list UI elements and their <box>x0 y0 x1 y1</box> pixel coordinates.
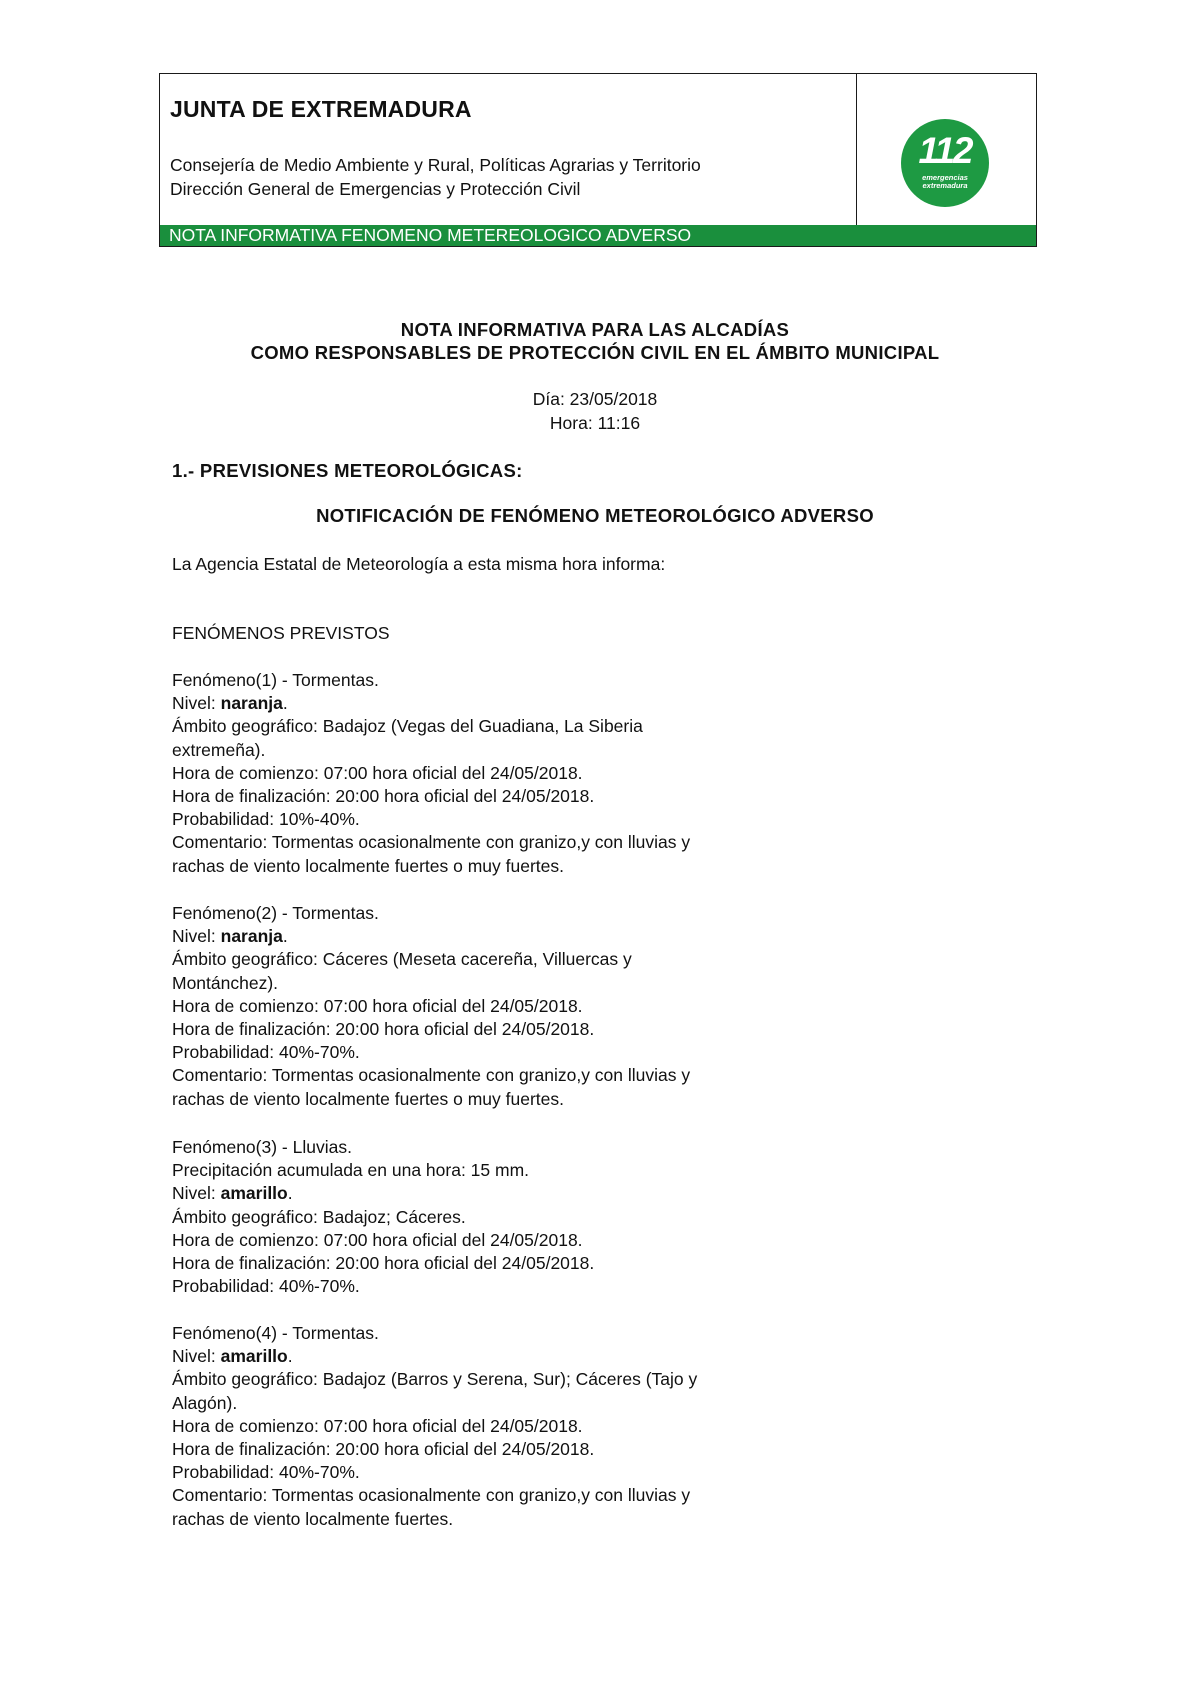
phenomenon-level: Nivel: amarillo. <box>172 1346 293 1367</box>
org-title: JUNTA DE EXTREMADURA <box>170 96 472 122</box>
phenomenon-name: Fenómeno(4) - Tormentas. <box>172 1323 379 1343</box>
phenomenon-probability: Probabilidad: 10%-40%. <box>172 809 360 830</box>
level-label: Nivel: <box>172 926 221 947</box>
phenomenon-comment-cont: rachas de viento localmente fuertes o muy fuertes. <box>172 1088 565 1109</box>
section-heading: 1.- PREVISIONES METEOROLÓGICAS: <box>172 460 523 481</box>
phenomenon-start: Hora de comienzo: 07:00 hora oficial del 24/05/2018. <box>172 1229 583 1250</box>
level-label: Nivel: <box>172 1346 221 1367</box>
header-banner: NOTA INFORMATIVA FENOMENO METEREOLOGICO ADVERSO <box>160 225 1036 246</box>
logo-subtitle-1: emergencias <box>922 173 968 182</box>
logo-number: 112 <box>918 130 972 171</box>
phenomenon-comment: Comentario: Tormentas ocasionalmente con granizo,y con lluvias y <box>172 1065 691 1086</box>
phenomenon-2 <box>172 902 690 1111</box>
logo-subtitle-2: extremadura <box>922 181 968 190</box>
document-time: Hora: 11:16 <box>549 413 641 433</box>
phenomenon-start: Hora de comienzo: 07:00 hora oficial del 24/05/2018. <box>172 1415 583 1436</box>
phenomenon-area-cont: Montánchez). <box>172 972 279 993</box>
phenomenon-start: Hora de comienzo: 07:00 hora oficial del 24/05/2018. <box>172 762 583 783</box>
level-value: amarillo <box>220 1346 288 1367</box>
phenomenon-name: Fenómeno(2) - Tormentas. <box>172 903 379 923</box>
phenomenon-end: Hora de finalización: 20:00 hora oficial del 24/05/2018. <box>172 1019 595 1040</box>
notification-title: NOTIFICACIÓN DE FENÓMENO METEOROLÓGICO ADVERSO <box>316 505 874 526</box>
phenomenon-area-cont: extremeña). <box>172 739 266 760</box>
phenomenon-comment: Comentario: Tormentas ocasionalmente con granizo,y con lluvias y <box>172 832 691 853</box>
phenomenon-end: Hora de finalización: 20:00 hora oficial del 24/05/2018. <box>172 1253 595 1274</box>
phenomenon-level: Nivel: amarillo. <box>172 1183 293 1204</box>
emergencias-112-logo <box>901 119 989 207</box>
intro-text: La Agencia Estatal de Meteorología a esta misma hora informa: <box>172 554 666 574</box>
phenomenon-comment-cont: rachas de viento localmente fuertes o muy fuertes. <box>172 855 565 876</box>
phenomenon-level: Nivel: naranja. <box>172 693 288 714</box>
document-title-line-1: NOTA INFORMATIVA PARA LAS ALCADÍAS <box>400 319 790 340</box>
level-value: naranja <box>220 926 283 947</box>
phenomenon-probability: Probabilidad: 40%-70%. <box>172 1042 360 1063</box>
phenomenon-end: Hora de finalización: 20:00 hora oficial del 24/05/2018. <box>172 1439 595 1460</box>
level-label: Nivel: <box>172 693 221 714</box>
phenomena-heading: FENÓMENOS PREVISTOS <box>172 623 390 643</box>
phenomenon-name: Fenómeno(1) - Tormentas. <box>172 670 379 690</box>
phenomenon-probability: Probabilidad: 40%-70%. <box>172 1276 360 1297</box>
phenomenon-area: Ámbito geográfico: Cáceres (Meseta cacereña, Villuercas y <box>172 949 632 970</box>
phenomenon-comment-cont: rachas de viento localmente fuertes. <box>172 1508 454 1529</box>
phenomenon-1 <box>172 669 690 878</box>
document-title-line-2: COMO RESPONSABLES DE PROTECCIÓN CIVIL EN EL ÁMBITO MUNICIPAL <box>250 342 940 363</box>
phenomenon-probability: Probabilidad: 40%-70%. <box>172 1462 360 1483</box>
level-value: naranja <box>220 693 283 714</box>
header-text-panel <box>160 74 857 225</box>
phenomenon-4 <box>172 1322 697 1531</box>
phenomenon-area: Ámbito geográfico: Badajoz (Barros y Serena, Sur); Cáceres (Tajo y <box>172 1369 698 1390</box>
phenomenon-comment: Comentario: Tormentas ocasionalmente con granizo,y con lluvias y <box>172 1485 691 1506</box>
document-date: Día: 23/05/2018 <box>532 389 658 409</box>
department-line: Consejería de Medio Ambiente y Rural, Políticas Agrarias y Territorio <box>170 155 701 175</box>
phenomenon-area-cont: Alagón). <box>172 1392 238 1413</box>
phenomenon-area: Ámbito geográfico: Badajoz (Vegas del Guadiana, La Siberia <box>172 716 643 737</box>
phenomenon-area: Ámbito geográfico: Badajoz; Cáceres. <box>172 1206 466 1227</box>
phenomenon-name: Fenómeno(3) - Lluvias. <box>172 1137 352 1157</box>
phenomenon-precipitation: Precipitación acumulada en una hora: 15 mm. <box>172 1160 530 1181</box>
directorate-line: Dirección General de Emergencias y Protección Civil <box>170 179 581 199</box>
phenomenon-3 <box>172 1136 594 1298</box>
phenomenon-start: Hora de comienzo: 07:00 hora oficial del 24/05/2018. <box>172 995 583 1016</box>
level-label: Nivel: <box>172 1183 221 1204</box>
level-value: amarillo <box>220 1183 288 1204</box>
phenomenon-end: Hora de finalización: 20:00 hora oficial del 24/05/2018. <box>172 786 595 807</box>
phenomenon-level: Nivel: naranja. <box>172 926 288 947</box>
header-box <box>159 73 1037 247</box>
